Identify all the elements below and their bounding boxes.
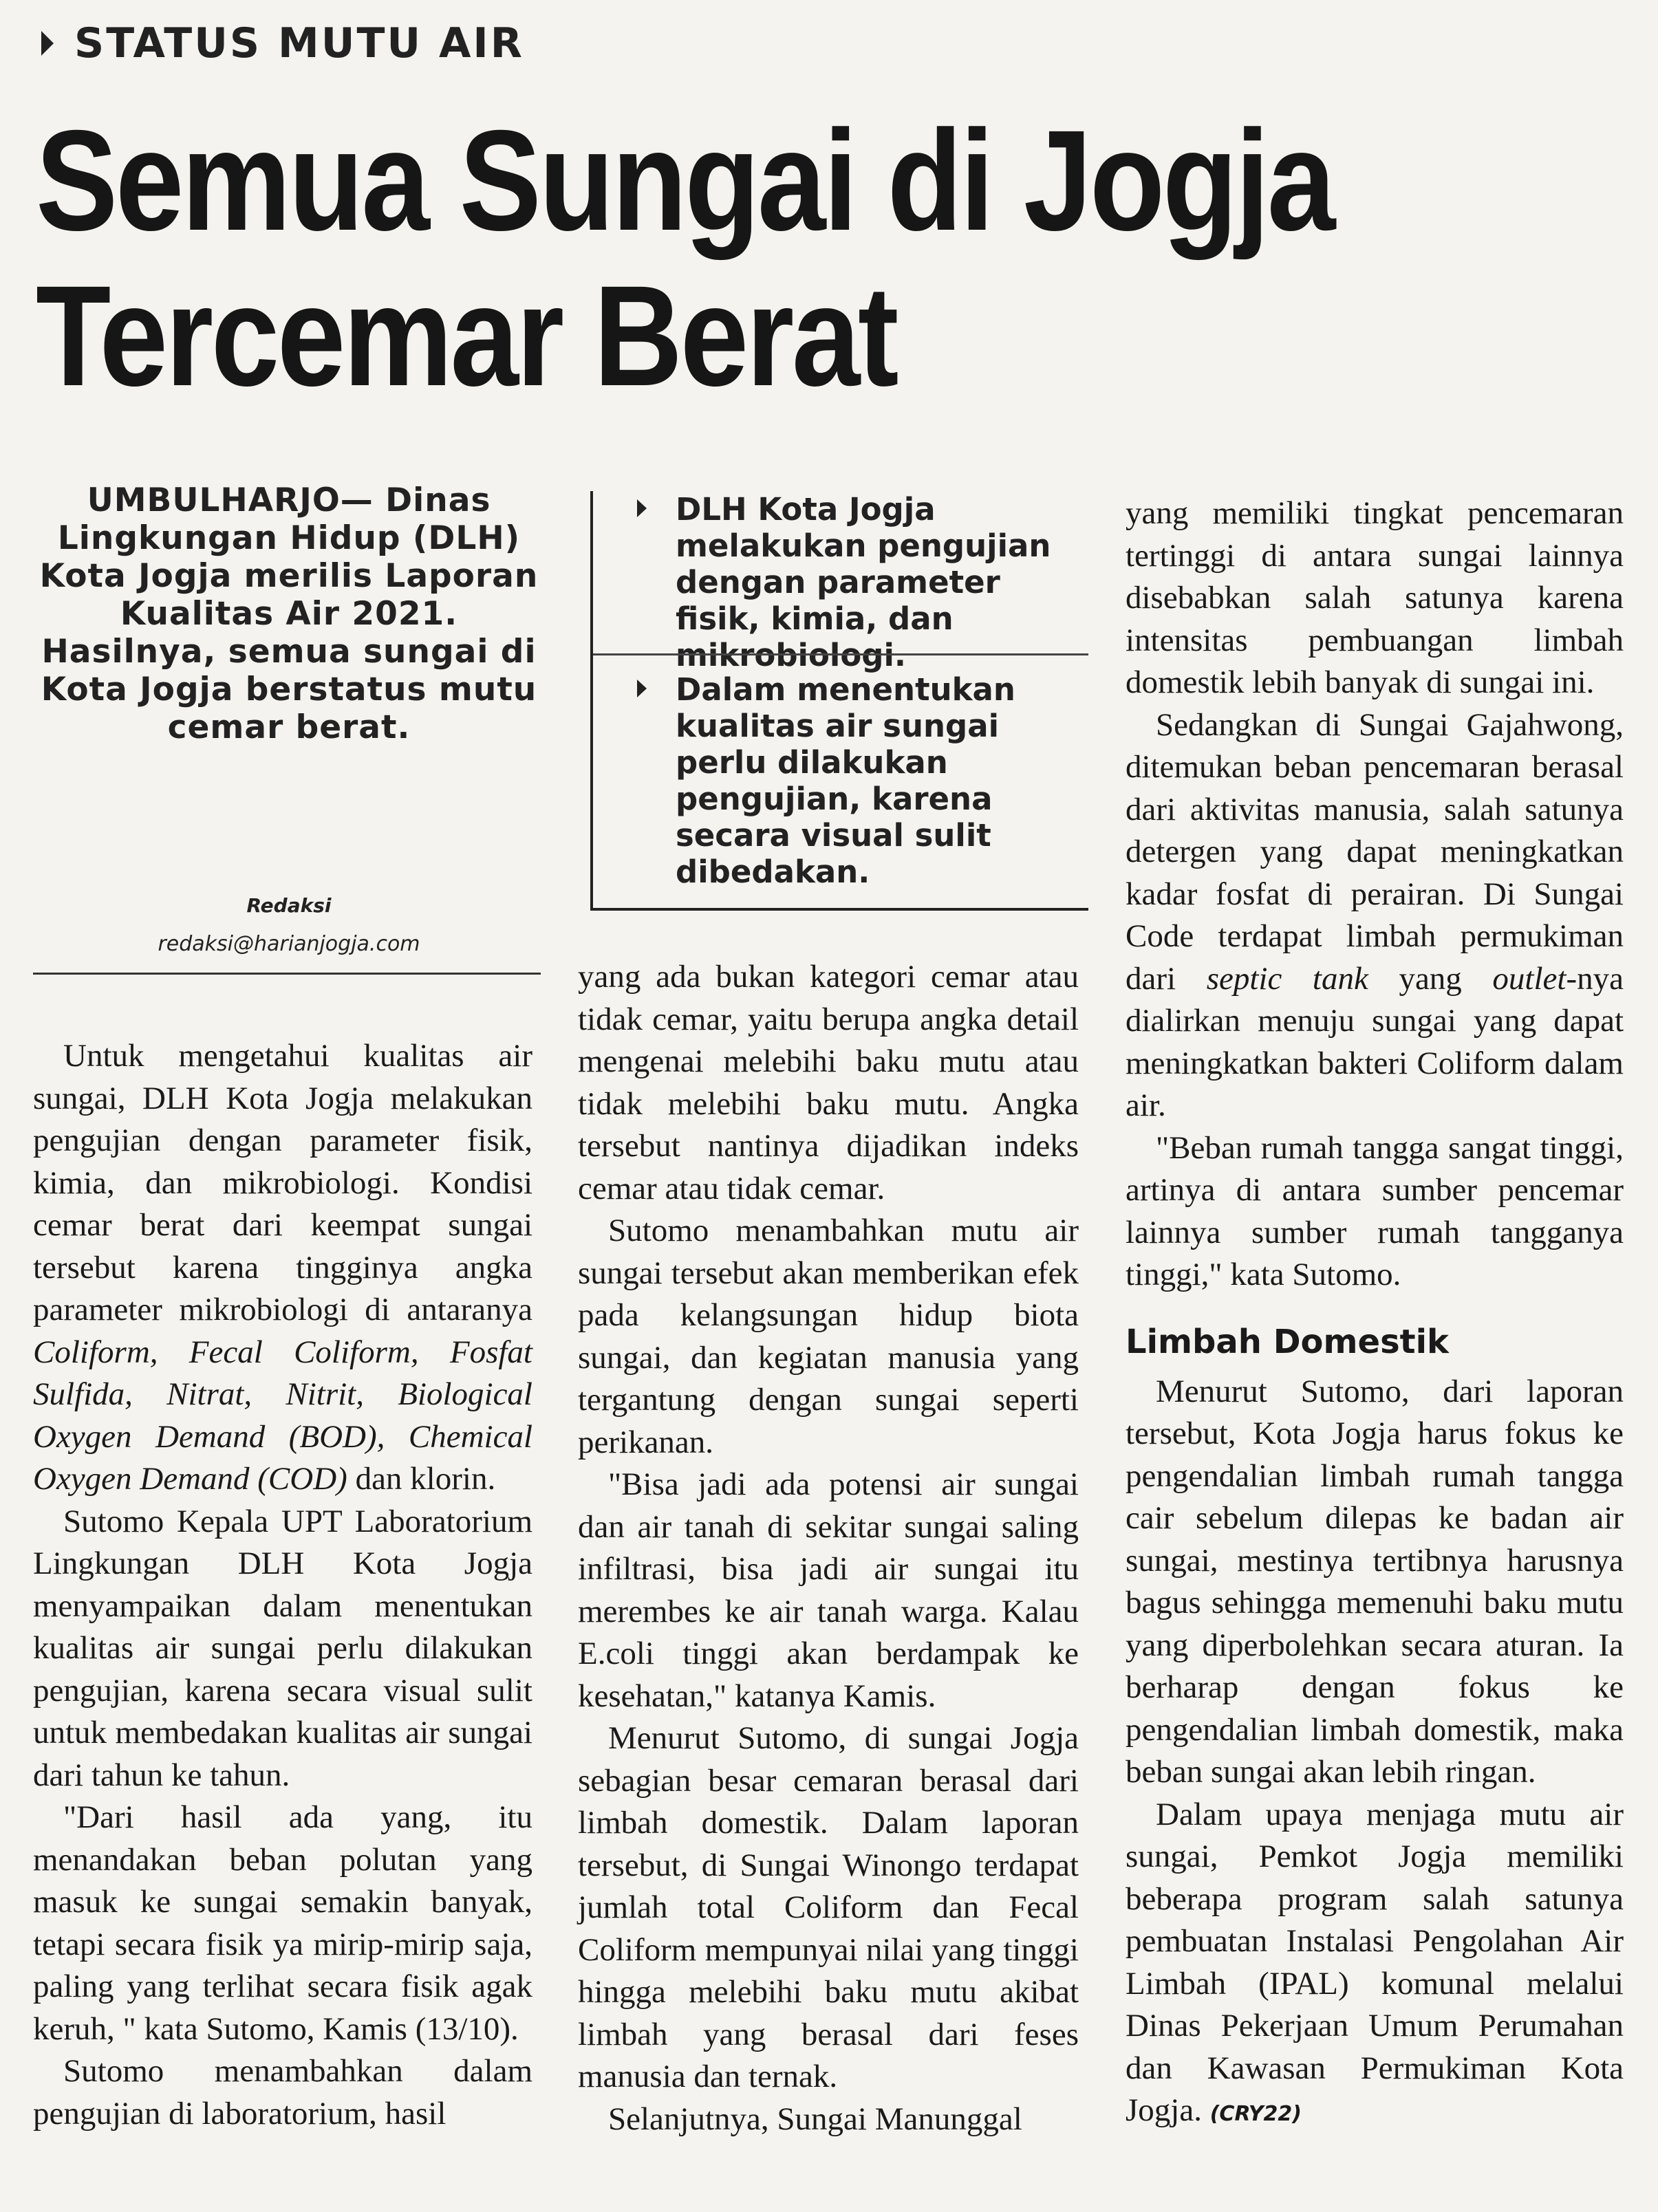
paragraph: "Bisa jadi ada potensi air sungai dan air tanah di sekitar sungai saling infiltrasi, bisa jadi air sungai itu merembes ke air tanah warga. Kalau E.coli tinggi akan berdampak ke kesehatan," katanya Kamis. bbox=[578, 1466, 1079, 1714]
author-initials: (CRY22) bbox=[1209, 2102, 1302, 2126]
headline-line-1: Semua Sungai di Jogja bbox=[36, 101, 1333, 261]
text-run: dan klorin. bbox=[347, 1461, 496, 1497]
highlight-item-1 bbox=[593, 491, 1088, 673]
paragraph: Sutomo Kepala UPT Laboratorium Lingkungan DLH Kota Jogja menyampaikan dalam menentukan kualitas air sungai perlu dilakukan pengujian, karena secara visual sulit untuk membedakan kualitas air sungai dari tahun ke tahun. bbox=[33, 1503, 532, 1793]
paragraph bbox=[1126, 1794, 1624, 2136]
bullet-arrow-icon bbox=[637, 680, 647, 697]
paragraph bbox=[1126, 704, 1624, 1127]
paragraph bbox=[33, 1035, 532, 1501]
paragraph: Sutomo menambahkan mutu air sungai tersebut akan memberikan efek pada kelangsungan hidup biota sungai, dan kegiatan manusia yang tergantung dengan sungai seperti perikanan. bbox=[578, 1213, 1079, 1460]
kicker-arrow-icon bbox=[41, 31, 54, 56]
section-kicker bbox=[41, 19, 524, 67]
paragraph: yang memiliki tingkat pencemaran tertinggi di antara sungai lainnya disebabkan salah satunya karena intensitas pembuangan limbah domestik lebih banyak di sungai ini. bbox=[1126, 495, 1624, 700]
text-run: -nya dialirkan menuju sungai yang dapat meningkatkan bakteri Coliform dalam air. bbox=[1126, 960, 1624, 1123]
subheading: Limbah Domestik bbox=[1126, 1322, 1449, 1361]
body-column-2 bbox=[578, 956, 1079, 2140]
text-run: Untuk mengetahui kualitas air sungai, DLH Kota Jogja melakukan pengujian dengan parameter fisik, kimia, dan mikrobiologi. Kondisi cemar berat dari keempat sungai tersebut karena tingginya angka parameter mikrobiologi di antaranya bbox=[33, 1038, 532, 1327]
highlights-box bbox=[590, 491, 1088, 911]
paragraph: "Dari hasil ada yang, itu menandakan beban polutan yang masuk ke sungai semakin banyak, tetapi secara fisik ya mirip-mirip saja, paling yang terlihat secara fisik agak keruh, " kata Sutomo, Kamis (13/10). bbox=[33, 1799, 532, 2047]
bullet-arrow-icon bbox=[637, 499, 647, 517]
italic-run: septic tank bbox=[1206, 960, 1368, 997]
text-run: Dalam upaya menjaga mutu air sungai, Pemkot Jogja memiliki beberapa program salah satunya pembuatan Instalasi Pengolahan Air Limbah (IPAL) komunal melalui Dinas Pekerjaan Umum Perumahan dan Kawasan Permukiman Kota Jogja. bbox=[1126, 1796, 1624, 2128]
text-run: yang bbox=[1368, 960, 1493, 997]
italic-run: outlet bbox=[1492, 960, 1567, 997]
paragraph: Menurut Sutomo, di sungai Jogja sebagian besar cemaran berasal dari limbah domestik. Dalam laporan tersebut, di Sungai Winongo terdapat jumlah total Coliform dan Fecal Coliform mempunyai nilai yang tinggi hingga melebihi baku mutu akibat limbah yang berasal dari feses manusia dan ternak. bbox=[578, 1720, 1079, 2094]
paragraph: yang ada bukan kategori cemar atau tidak cemar, yaitu berupa angka detail mengenai melebihi baku mutu atau tidak melebihi baku mutu. Angka tersebut nantinya dijadikan indeks cemar atau tidak cemar. bbox=[578, 959, 1079, 1206]
highlight-text-1: DLH Kota Jogja melakukan pengujian dengan parameter fisik, kimia, dan mikrobiologi. bbox=[676, 491, 1051, 673]
body-column-3 bbox=[1126, 492, 1624, 2136]
highlight-text-2: Dalam menentukan kualitas air sungai perlu dilakukan pengujian, karena secara visual sulit dibedakan. bbox=[676, 671, 1015, 890]
paragraph: Selanjutnya, Sungai Manunggal bbox=[608, 2101, 1022, 2137]
highlight-item-2 bbox=[593, 671, 1088, 890]
byline bbox=[28, 894, 550, 956]
text-run: Sedangkan di Sungai Gajahwong, ditemukan beban pencemaran berasal dari aktivitas manusia, salah satunya detergen yang dapat meningkatkan kadar fosfat di perairan. Di Sungai Code terdapat limbah permukiman dari bbox=[1126, 706, 1624, 997]
headline-line-2: Tercemar Berat bbox=[36, 257, 897, 416]
body-column-1 bbox=[33, 1035, 532, 2135]
paragraph: "Beban rumah tangga sangat tinggi, artinya di antara sumber pencemar lainnya sumber rumah tangganya tinggi," kata Sutomo. bbox=[1126, 1129, 1624, 1292]
kicker-text: STATUS MUTU AIR bbox=[74, 19, 524, 67]
byline-name: Redaksi bbox=[246, 894, 332, 917]
headline bbox=[36, 103, 1333, 414]
byline-divider bbox=[33, 973, 541, 975]
paragraph: Sutomo menambahkan dalam pengujian di laboratorium, hasil bbox=[33, 2053, 532, 2132]
lead-paragraph: UMBULHARJO— Dinas Lingkungan Hidup (DLH) Kota Jogja merilis Laporan Kualitas Air 2021. Hasilnya, semua sungai di Kota Jogja berstatus mutu cemar berat. bbox=[39, 481, 539, 746]
byline-email: redaksi@harianjogja.com bbox=[158, 932, 420, 956]
paragraph: Menurut Sutomo, dari laporan tersebut, Kota Jogja harus fokus ke pengendalian limbah rumah tangga cair sebelum dilepas ke badan air sungai, mestinya tertibnya harusnya bagus sehingga memenuhi baku mutu yang diperbolehkan secara aturan. Ia berharap dengan fokus ke pengendalian limbah domestik, maka beban sungai akan lebih ringan. bbox=[1126, 1373, 1624, 1790]
italic-run: Coliform, Fecal Coliform, Fosfat Sulfida, Nitrat, Nitrit, Biological Oxygen Demand (BOD), Chemical Oxygen Demand (COD) bbox=[33, 1334, 532, 1497]
highlight-divider bbox=[593, 653, 1088, 655]
